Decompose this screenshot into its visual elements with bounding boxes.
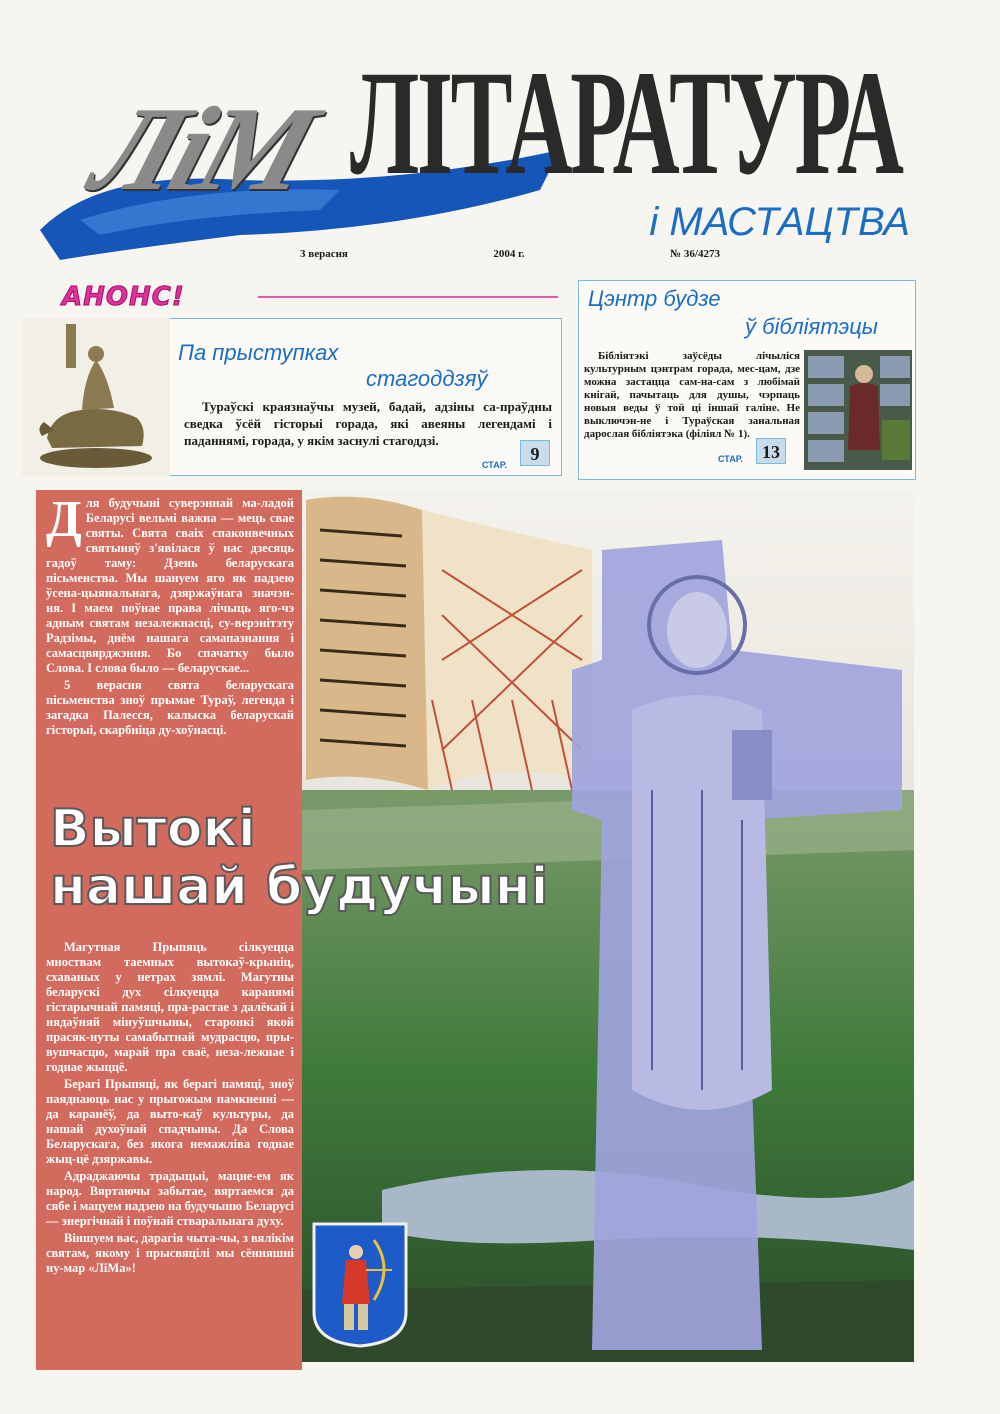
feature-headline-line1: Вытокі bbox=[50, 799, 256, 859]
announce-label: АНОНС! bbox=[62, 282, 185, 312]
feature-body bbox=[46, 940, 294, 1278]
newspaper-title: ЛІТАРАТУРА bbox=[350, 40, 902, 206]
feature-dropcap: Д bbox=[46, 491, 82, 548]
library-photo bbox=[804, 350, 912, 470]
feature-headline-line2: нашай будучыні bbox=[50, 857, 549, 917]
announce-divider bbox=[258, 296, 558, 298]
masthead bbox=[40, 40, 920, 270]
issue-year: 2004 г. bbox=[493, 248, 525, 260]
issue-number: № 36/4273 bbox=[670, 248, 720, 260]
feature-paragraph: Віншуем вас, дарагія чыта-чы, з вялікім святам, якому і прысвяцілі мы сённяшні ну-мар «ЛіМа»! bbox=[46, 1231, 294, 1275]
feature-paragraph: Магутная Прыпяць сілкуецца мноствам таемных вытокаў-крыніц, схаваных у нетрах зямлі. Магутны беларускі дух сілкуецца каранямі гістарычнай памяці, пра-растае з далёкай і нядаўняй мінуўшчыны, старонкі якой прасяк-нуты самабытнай мудрасцю, пры-вушчасцю, марай пра сваё, неза-лежнае і годнае жыццё. bbox=[46, 940, 294, 1074]
feature-intro-second: 5 верасня свята беларускага пісьменства зноў прымае Тураў, легенда і загадка Палесся, калыска беларускай гісторыі, скарбніца ду-хоўнасці. bbox=[46, 678, 294, 737]
library-title-line1: Цэнтр будзе bbox=[588, 286, 721, 311]
feature-paragraph: Берагі Прыпяці, як берагі памяці, зноў паяднаюць нас у прыгожым памкненні — да каранёў, да выто-каў культуры, да нашай духоўнай спадчыны. Да Слова Беларускага, без якога немажліва годнае жыц-цё дзяржавы. bbox=[46, 1077, 294, 1166]
bull-statue-image bbox=[22, 318, 170, 476]
feature-intro bbox=[46, 491, 294, 740]
issue-date: 3 верасня bbox=[300, 248, 348, 260]
turov-coat-of-arms bbox=[312, 1222, 408, 1348]
library-page-number[interactable]: 13 bbox=[756, 438, 786, 464]
library-teaser: Бібліятэкі заўсёды лічыліся культурным цэнтрам горада, мес-цам, дзе можна застацца сам-на-сам з любімай кнігай, пачытаць для душы, чэрпаць новыя веды ў той ці іншай галіне. Не выключэн-не і Тураўская занальная дарослая бібліятэка (філіял № 1). bbox=[584, 350, 800, 440]
museum-page-label: СТАР. bbox=[482, 460, 507, 470]
museum-page-number[interactable]: 9 bbox=[520, 440, 550, 466]
museum-title-line2: стагоддзяў bbox=[366, 366, 488, 391]
library-page-label: СТАР. bbox=[718, 454, 743, 464]
library-title-line2: ў бібліятэцы bbox=[745, 314, 878, 339]
museum-teaser: Тураўскі краязнаўчы музей, бадай, адзіны са-праўдны сведка ўсёй гісторыі горада, які авеяны легендамі і паданнямі, горада, у якім заснулі стагоддзі. bbox=[184, 399, 552, 448]
dateline bbox=[300, 248, 720, 260]
newspaper-subtitle: і МАСТАЦТВА bbox=[649, 200, 910, 244]
logo-lim: ЛіМ bbox=[78, 82, 327, 215]
feature-paragraph: Адраджаючы традыцыі, мацне-ем як народ. Вяртаючы забытае, вяртаемся да сябе і мацуем надзею на будучыню Беларусі — энергічнай і поўнай стваральнага духу. bbox=[46, 1169, 294, 1228]
museum-title-line1: Па прыступках bbox=[178, 340, 339, 365]
feature-headline bbox=[50, 800, 548, 916]
feature-intro-first: ля будучыні суверэннай ма-ладой Беларусі вельмі важна — мець свае святы. Свята сваіх спаконвечных святыняў з'явілася ў нас дзесяць гадоў таму: Дзень беларускага пісьменства. Мы шануем яго як падзею ўсена-цыянальнага, дзяржаўнага значэн-ня. І маем поўнае права лічыць яго-чэ адным святам незалежнасці, су-верэнітэту Радзімы, днём нашага самапазнання і самасцвярджэння. Бо спачатку было Слова. І слова было — беларускае... bbox=[46, 496, 294, 675]
